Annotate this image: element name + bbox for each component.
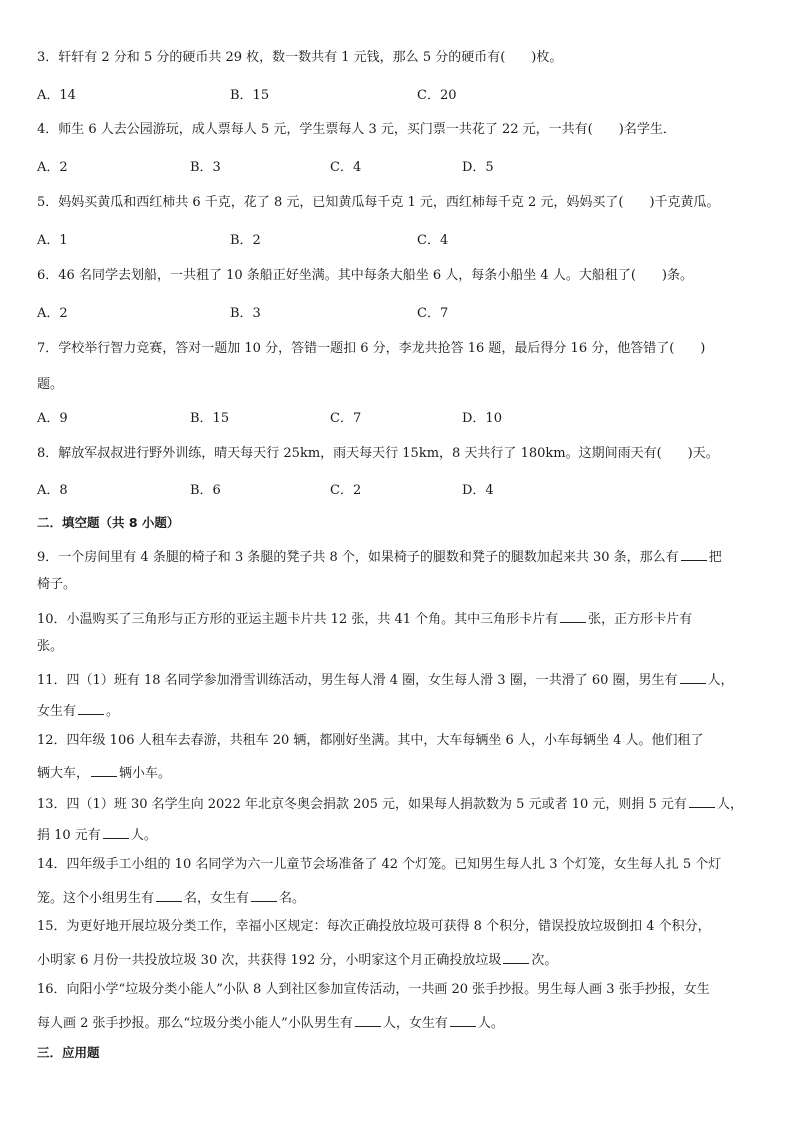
question-3: 3．轩轩有 2 分和 5 分的硬币共 29 枚，数一数共有 1 元钱，那么 5 分的硬币有( )枚。 (37, 50, 563, 65)
q8-option-c: C．2 (330, 483, 362, 498)
section-heading-application: 三．应用题 (37, 1045, 100, 1060)
q3-option-b: B．15 (230, 88, 270, 103)
question-11: 11．四（1）班有 18 名同学参加滑雪训练活动，男生每人滑 4 圈，女生每人滑 3 圈，一共滑了 60 圈，男生有 人， (37, 669, 764, 690)
q6-option-a: A．2 (37, 306, 68, 321)
answer-blank[interactable] (450, 1012, 476, 1027)
q6-option-c: C．7 (417, 306, 449, 321)
q5-option-a: A．1 (37, 233, 68, 248)
question-9: 9．一个房间里有 4 条腿的椅子和 3 条腿的凳子共 8 个，如果椅子的腿数和凳子的腿数加起来共 30 条，那么有 把 (37, 546, 764, 567)
question-14-continued: 笼。这个小组男生有 名，女生有 名。 (37, 887, 764, 908)
question-10: 10．小温购买了三角形与正方形的亚运主题卡片共 12 张，共 41 个角。其中三角形卡片有 张，正方形卡片有 (37, 608, 764, 629)
q4-option-d: D．5 (462, 160, 494, 175)
q5-option-c: C．4 (417, 233, 449, 248)
answer-blank[interactable] (681, 546, 707, 561)
question-15-continued: 小明家 6 月份一共投放垃圾 30 次，共获得 192 分，小明家这个月正确投放垃圾 次。 (37, 949, 764, 970)
answer-blank[interactable] (103, 824, 129, 839)
question-12: 12．四年级 106 人租车去春游，共租车 20 辆，都刚好坐满。其中，大车每辆坐 6 人，小车每辆坐 4 人。他们租了 (37, 733, 704, 748)
question-15: 15．为更好地开展垃圾分类工作，幸福小区规定：每次正确投放垃圾可获得 8 个积分，错误投放垃圾倒扣 4 个积分， (37, 919, 711, 934)
q3-option-a: A．14 (37, 88, 76, 103)
question-7: 7．学校举行智力竞赛，答对一题加 10 分，答错一题扣 6 分，李龙共抢答 16 题，最后得分 16 分，他答错了( ) (37, 341, 706, 356)
question-16-continued: 每人画 2 张手抄报。那么“垃圾分类小能人”小队男生有 人，女生有 人。 (37, 1012, 764, 1033)
answer-blank[interactable] (355, 1012, 381, 1027)
question-7-continued: 题。 (37, 377, 64, 392)
answer-blank[interactable] (680, 669, 706, 684)
question-16: 16．向阳小学“垃圾分类小能人”小队 8 人到社区参加宣传活动，一共画 20 张手抄报。男生每人画 3 张手抄报，女生 (37, 982, 710, 997)
question-9-continued: 椅子。 (37, 577, 77, 592)
question-5: 5．妈妈买黄瓜和西红柿共 6 千克，花了 8 元，已知黄瓜每千克 1 元，西红柿每千克 2 元，妈妈买了( )千克黄瓜。 (37, 195, 720, 210)
q8-option-b: B．6 (190, 483, 221, 498)
question-6: 6．46 名同学去划船，一共租了 10 条船正好坐满。其中每条大船坐 6 人，每条小船坐 4 人。大船租了( )条。 (37, 268, 693, 283)
q8-option-a: A．8 (37, 483, 68, 498)
answer-blank[interactable] (503, 949, 529, 964)
question-13: 13．四（1）班 30 名学生向 2022 年北京冬奥会捐款 205 元，如果每人捐款数为 5 元或者 10 元，则捐 5 元有 人， (37, 793, 764, 814)
answer-blank[interactable] (156, 887, 182, 902)
question-13-continued: 捐 10 元有 人。 (37, 824, 764, 845)
answer-blank[interactable] (251, 887, 277, 902)
q3-option-c: C．20 (417, 88, 457, 103)
q8-option-d: D．4 (462, 483, 494, 498)
answer-blank[interactable] (560, 608, 586, 623)
q7-option-a: A．9 (37, 411, 68, 426)
question-11-continued: 女生有 。 (37, 700, 764, 721)
question-12-continued: 辆大车， 辆小车。 (37, 762, 764, 783)
question-10-continued: 张。 (37, 639, 64, 654)
q7-option-c: C．7 (330, 411, 362, 426)
question-4: 4．师生 6 人去公园游玩，成人票每人 5 元，学生票每人 3 元，买门票一共花了 22 元，一共有( )名学生． (37, 122, 676, 137)
answer-blank[interactable] (91, 762, 117, 777)
answer-blank[interactable] (689, 793, 715, 808)
question-8: 8．解放军叔叔进行野外训练，晴天每天行 25km，雨天每天行 15km，8 天共行了 180km。这期间雨天有( )天。 (37, 446, 719, 461)
q5-option-b: B．2 (230, 233, 261, 248)
q7-option-d: D．10 (462, 411, 502, 426)
answer-blank[interactable] (78, 700, 104, 715)
q4-option-a: A．2 (37, 160, 68, 175)
q4-option-c: C．4 (330, 160, 362, 175)
section-heading-fill-in: 二．填空题（共 8 小题） (37, 515, 180, 530)
q4-option-b: B．3 (190, 160, 221, 175)
q7-option-b: B．15 (190, 411, 230, 426)
q6-option-b: B．3 (230, 306, 261, 321)
question-14: 14．四年级手工小组的 10 名同学为六一儿童节会场准备了 42 个灯笼。已知男生每人扎 3 个灯笼，女生每人扎 5 个灯 (37, 857, 722, 872)
